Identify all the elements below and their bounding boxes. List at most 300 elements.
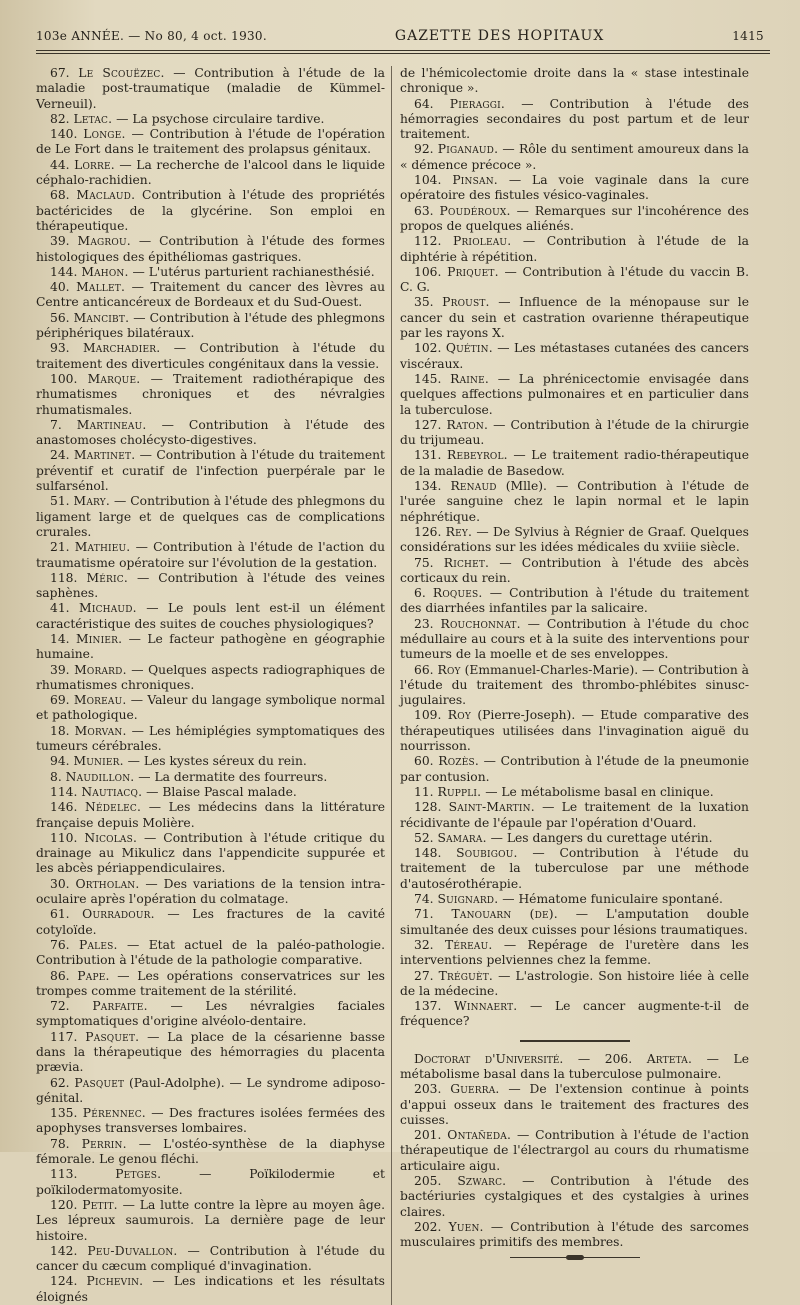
entry-author: Mary. xyxy=(73,494,110,509)
entry-number: 76. xyxy=(50,937,70,952)
entry-author: Michaud. xyxy=(79,601,137,616)
entry-number: 8. xyxy=(50,769,62,784)
entry-title: — Le traitement de la luxation récidivante de l'épaule par l'opération d'Ouard. xyxy=(400,800,749,830)
entry-number: 148. xyxy=(414,846,442,861)
entry-number: 100. xyxy=(50,371,78,386)
thesis-entry xyxy=(400,708,749,754)
entry-author: Priquet. xyxy=(447,264,499,279)
entry-author: Parfaite. xyxy=(92,999,148,1014)
entry-title: — Contribution à l'étude du cancer du cæcum compliqué d'invagination. xyxy=(36,1243,385,1274)
entry-number: 21. xyxy=(50,540,70,555)
entry-number: 202. xyxy=(414,1219,442,1234)
entry-number: 140. xyxy=(50,127,78,142)
thesis-entry xyxy=(36,1137,385,1168)
entry-author: Yuen. xyxy=(448,1219,484,1234)
entry-author: Pasquet. xyxy=(85,1029,140,1044)
entry-title: — Contribution à l'étude du vaccin B. C. G. xyxy=(400,264,749,295)
entry-title: — Les névralgies faciales symptomatiques d'origine alvéolo-dentaire. xyxy=(36,999,385,1029)
entry-title: — Le métabolisme basal en clinique. xyxy=(481,784,714,799)
entry-author: Quétin. xyxy=(445,341,493,356)
entry-number: 18. xyxy=(50,723,70,738)
entry-number: 145. xyxy=(414,371,442,386)
entry-author: Nautiacq. xyxy=(81,784,143,799)
entry-author: Ortholan. xyxy=(75,876,140,891)
thesis-entry xyxy=(400,969,749,1000)
entry-author: Naudillon. xyxy=(65,769,135,784)
entry-number: 40. xyxy=(50,280,70,295)
entry-author: Martineau. xyxy=(76,417,147,432)
thesis-entry xyxy=(400,341,749,372)
entry-number: 86. xyxy=(50,968,70,983)
entry-title: — Contribution à l'étude de l'opération de Le Fort dans le traitement des prolapsus génitaux. xyxy=(36,127,385,157)
entry-number: 126. xyxy=(414,524,442,539)
entry-number: 24. xyxy=(50,448,70,463)
entry-author: Marque. xyxy=(87,371,141,386)
entry-author: Pales. xyxy=(78,937,118,952)
entry-author: Tanouarn (de). xyxy=(451,907,558,922)
entry-number: 52. xyxy=(414,830,434,845)
entry-author: Raine. xyxy=(450,371,489,386)
thesis-entry xyxy=(36,540,385,571)
entry-author: Marchadier. xyxy=(83,341,161,356)
entry-author: Petit. xyxy=(82,1197,118,1212)
entry-number: 60. xyxy=(414,754,434,769)
entry-author: Roy xyxy=(437,662,461,677)
thesis-entry xyxy=(400,1128,749,1174)
thesis-entry xyxy=(36,785,385,800)
thesis-entry xyxy=(400,295,749,341)
entry-title: — Rôle du sentiment amoureux dans la « démence précoce ». xyxy=(400,142,749,172)
entry-title: — Contribution à l'étude de la pneumonie par contusion. xyxy=(400,754,749,784)
entry-author: Pichevin. xyxy=(86,1274,144,1289)
entry-title: — Hématome funiculaire spontané. xyxy=(498,892,723,907)
thesis-entry xyxy=(400,907,749,938)
thesis-entry xyxy=(400,234,749,265)
entry-author: Peu-Duvallon. xyxy=(87,1243,178,1258)
entry-title: — Contribution à l'étude de la diphtérie à répétition. xyxy=(400,234,749,264)
entry-author: Mahon. xyxy=(81,264,129,279)
thesis-entry xyxy=(36,999,385,1030)
entry-author: Perrin. xyxy=(81,1136,127,1151)
entry-number: 64. xyxy=(414,96,434,111)
entry-title: — De Sylvius à Régnier de Graaf. Quelques considérations sur les idées médicales du xviiie siècle. xyxy=(400,524,749,555)
entry-title: — Le métabolisme basal dans la tuberculose pulmonaire. xyxy=(400,1051,749,1081)
thesis-entry xyxy=(36,127,385,158)
entry-title: — Les opérations conservatrices sur les trompes comme traitement de la stérilité. xyxy=(36,968,385,998)
entry-title: Contribution à l'étude des propriétés bactéricides de la glycérine. Son emploi en thérapeutique. xyxy=(36,188,385,233)
doctorat-heading: Doctorat d'Université. xyxy=(414,1051,564,1066)
thesis-entry xyxy=(36,158,385,189)
entry-number: 56. xyxy=(50,310,70,325)
entry-author: Rozès. xyxy=(438,754,479,769)
thesis-entry xyxy=(36,831,385,877)
entry-number: 131. xyxy=(414,448,442,463)
thesis-entry xyxy=(400,142,749,173)
entry-author: Arteta. xyxy=(646,1051,693,1066)
entry-author: Longe. xyxy=(83,127,126,142)
entry-title: (Paul-Adolphe). — Le syndrome adiposo-génital. xyxy=(36,1075,385,1105)
entry-author: Proust. xyxy=(442,295,490,310)
entry-title: — Le facteur pathogène en géographie humaine. xyxy=(36,631,385,662)
thesis-entry xyxy=(400,892,749,907)
continuation-text: de l'hémicolectomie droite dans la « stase intestinale chronique ». xyxy=(400,66,749,96)
thesis-entry xyxy=(400,97,749,143)
entry-author: Poudéroux. xyxy=(439,203,511,218)
entry-number: 124. xyxy=(50,1274,78,1289)
entry-number: 112. xyxy=(414,234,442,249)
entry-title: — L'amputation double simultanée des deux cuisses pour lésions traumatiques. xyxy=(400,907,749,937)
entry-number: 137. xyxy=(414,999,442,1014)
entry-number: 41. xyxy=(50,601,70,616)
thesis-entry xyxy=(400,418,749,449)
entry-number: 66. xyxy=(414,662,434,677)
entry-number: 92. xyxy=(414,142,434,157)
thesis-entry xyxy=(400,265,749,296)
entry-number: 127. xyxy=(414,417,442,432)
thesis-entry xyxy=(36,280,385,311)
entry-title: — Contribution à l'étude des phlegmons du ligament large et de quelques cas de complications crurales. xyxy=(36,494,385,539)
entry-author: Suignard. xyxy=(437,892,499,907)
entry-title: — Valeur du langage symbolique normal et pathologique. xyxy=(36,693,385,723)
thesis-entry xyxy=(400,785,749,800)
entry-author: Maclaud. xyxy=(76,188,136,203)
entry-author: Piganaud. xyxy=(437,142,499,157)
entry-author: Roy xyxy=(447,708,471,723)
thesis-entry xyxy=(400,663,749,709)
thesis-entry xyxy=(36,188,385,234)
entry-title: — La psychose circulaire tardive. xyxy=(112,111,325,126)
right-column-entries xyxy=(400,97,749,1030)
entry-title: — Les fractures de la cavité cotyloïde. xyxy=(36,907,385,937)
entry-author: Ruppli. xyxy=(437,784,482,799)
thesis-entry xyxy=(400,938,749,969)
entry-title: — Les médecins dans la littérature française depuis Molière. xyxy=(36,800,385,830)
thesis-entry xyxy=(400,556,749,587)
entry-number: 146. xyxy=(50,800,78,815)
entry-number: 110. xyxy=(50,830,78,845)
entry-number: 117. xyxy=(50,1029,78,1044)
thesis-entry xyxy=(36,1076,385,1107)
entry-number: — 206. xyxy=(577,1051,647,1066)
entry-author: Rouchonnat. xyxy=(440,616,521,631)
entry-author: Raton. xyxy=(446,417,489,432)
entry-author: Pieraggi. xyxy=(449,96,506,111)
thesis-entry xyxy=(36,372,385,418)
entry-number: 114. xyxy=(50,784,78,799)
entry-author: Munier. xyxy=(73,754,124,769)
thesis-entry xyxy=(400,800,749,831)
entry-title: — Des variations de la tension intra-oculaire après l'opération du colmatage. xyxy=(36,876,385,907)
entry-title: — Les dangers du curettage utérin. xyxy=(486,830,713,845)
entry-title: — Contribution à l'étude du traitement préventif et curatif de l'infection puerpérale par le sulfarsénol. xyxy=(36,448,385,494)
thesis-entry xyxy=(36,66,385,112)
entry-title: — Traitement radiothérapique des rhumatismes chroniques et des névralgies rhumatismales. xyxy=(36,371,385,417)
entry-number: 67. xyxy=(50,66,70,80)
entry-title: (Emmanuel-Charles-Marie). — Contribution à l'étude du traitement des thrombo-phlébites sinusc-jugulaires. xyxy=(400,662,749,708)
thesis-entry xyxy=(400,586,749,617)
entry-number: 35. xyxy=(414,295,434,310)
entry-number: 32. xyxy=(414,937,434,952)
entry-number: 82. xyxy=(50,111,70,126)
thesis-entry xyxy=(400,617,749,663)
thesis-entry xyxy=(400,448,749,479)
entry-author: Mallet. xyxy=(76,280,126,295)
thesis-entry xyxy=(36,234,385,265)
left-column xyxy=(36,66,391,1305)
thesis-entry xyxy=(36,1274,385,1305)
thesis-entry xyxy=(36,1030,385,1076)
thesis-entry xyxy=(36,693,385,724)
entry-title: — Contribution à l'étude critique du drainage au Mikulicz dans l'appendicite suppurée et les abcès périappendiculaires. xyxy=(36,830,385,876)
thesis-entry xyxy=(36,571,385,602)
entry-number: 14. xyxy=(50,631,70,646)
entry-number: 7. xyxy=(50,417,62,432)
entry-number: 78. xyxy=(50,1136,70,1151)
thesis-entry xyxy=(36,494,385,540)
entry-title: — Les indications et les résultats éloignés xyxy=(36,1274,385,1304)
entry-author: Roques. xyxy=(432,586,483,601)
thesis-entry xyxy=(400,754,749,785)
entry-number: 134. xyxy=(414,479,442,494)
right-column xyxy=(391,66,749,1305)
entry-author: Mathieu. xyxy=(74,540,131,555)
thesis-entry xyxy=(36,601,385,632)
entry-title: — La voie vaginale dans la cure opératoire des fistules vésico-vaginales. xyxy=(400,173,749,203)
entry-number: 102. xyxy=(414,341,442,356)
journal-title: GAZETTE DES HOPITAUX xyxy=(394,28,605,44)
entry-title: — Contribution à l'étude de la maladie post-traumatique (maladie de Kümmel-Verneuil). xyxy=(36,66,385,111)
end-ornament xyxy=(510,1257,640,1258)
doctorat-entries xyxy=(400,1082,749,1250)
entry-title: (Pierre-Joseph). — Etude comparative des thérapeutiques utilisées dans l'invagination aiguë du nourrisson. xyxy=(400,708,749,754)
thesis-entry xyxy=(36,341,385,372)
entry-number: 11. xyxy=(414,784,434,799)
entry-title: — L'utérus parturient rachianesthésié. xyxy=(128,264,375,279)
entry-number: 62. xyxy=(50,1075,70,1090)
entry-author: Pasquet xyxy=(74,1075,125,1090)
entry-author: Morvan. xyxy=(74,723,127,738)
entry-author: Magrou. xyxy=(77,234,131,249)
thesis-entry xyxy=(400,479,749,525)
entry-author: Ontañeda. xyxy=(447,1128,512,1143)
thesis-entry xyxy=(36,800,385,831)
entry-author: Téreau. xyxy=(444,937,493,952)
entry-title: — Contribution à l'étude des sarcomes musculaires primitifs des membres. xyxy=(400,1219,749,1250)
entry-title: — Les kystes séreux du rein. xyxy=(123,754,307,769)
entry-author: Richet. xyxy=(443,555,490,570)
entry-number: 27. xyxy=(414,968,434,983)
entry-title: — La dermatite des fourreurs. xyxy=(134,769,328,784)
entry-number: 94. xyxy=(50,754,70,769)
entry-number: 135. xyxy=(50,1106,78,1121)
thesis-entry xyxy=(36,770,385,785)
entry-title: — L'astrologie. Son histoire liée à celle de la médecine. xyxy=(400,968,749,998)
entry-number: 75. xyxy=(414,555,434,570)
thesis-entry xyxy=(36,112,385,127)
header-rule-thin xyxy=(36,53,770,54)
entry-title: — De l'extension continue à points d'appui osseux dans le traitement des fractures des cuisses. xyxy=(400,1082,749,1127)
entry-title: — Contribution à l'étude du traitement des diverticules congénitaux dans la vessie. xyxy=(36,341,385,371)
entry-number: 113. xyxy=(50,1167,78,1182)
entry-title: — Blaise Pascal malade. xyxy=(142,784,297,799)
entry-author: Nédelec. xyxy=(85,800,142,815)
entry-author: Martinet. xyxy=(73,448,136,463)
entry-author: Mancibt. xyxy=(73,310,130,325)
thesis-entry xyxy=(36,877,385,908)
entry-title: — Des fractures isolées fermées des apophyses transverses lombaires. xyxy=(36,1106,385,1136)
entry-author: Ourradour. xyxy=(82,907,155,922)
entry-author: Pérennec. xyxy=(82,1106,146,1121)
entry-author: Pape. xyxy=(77,968,110,983)
entry-number: 104. xyxy=(414,173,442,188)
entry-title: — Contribution à l'étude des anastomoses cholécysto-digestives. xyxy=(36,417,385,448)
entry-author: Rey. xyxy=(445,524,473,539)
entry-number: 39. xyxy=(50,234,70,249)
thesis-entry xyxy=(36,907,385,938)
entry-number: 68. xyxy=(50,188,70,203)
entry-title: — Remarques sur l'incohérence des propos de quelques aliénés. xyxy=(400,203,749,233)
entry-author: Minier. xyxy=(76,631,123,646)
thesis-entry xyxy=(36,265,385,280)
entry-title: — Contribution à l'étude des phlegmons périphériques bilatéraux. xyxy=(36,310,385,341)
entry-title: — Contribution à l'étude des bactériuries cystalgiques et des cystalgies à urines claires. xyxy=(400,1174,749,1219)
entry-title: — Contribution à l'étude de l'action thérapeutique de l'électrargol au cours du rhumatisme articulaire aigu. xyxy=(400,1128,749,1173)
thesis-entry xyxy=(36,724,385,755)
entry-author: Soubigou. xyxy=(456,846,518,861)
entry-author: Petges. xyxy=(115,1167,162,1182)
thesis-entry xyxy=(400,1174,749,1220)
entry-title: — Poïkilodermie et poïkilodermatomyosite. xyxy=(36,1167,385,1197)
entry-title: — Le pouls lent est-il un élément caractéristique des suites de couches physiologiques? xyxy=(36,601,385,631)
thesis-entry xyxy=(36,448,385,494)
entry-author: Renaud xyxy=(450,479,497,494)
entry-title: — L'ostéo-synthèse de la diaphyse fémorale. Le genou fléchi. xyxy=(36,1136,385,1167)
entry-title: — Contribution à l'étude de l'action du traumatisme opératoire sur l'évolution de la gestation. xyxy=(36,540,386,570)
thesis-entry xyxy=(400,999,749,1030)
entry-number: 63. xyxy=(414,203,434,218)
entry-title: — Etat actuel de la paléo-pathologie. Contribution à l'étude de la pathologie comparative. xyxy=(36,937,385,968)
thesis-entry xyxy=(36,1167,385,1198)
entry-title: — La place de la césarienne basse dans la thérapeutique des hémorragies du placenta prævia. xyxy=(36,1029,385,1075)
entry-number: 203. xyxy=(414,1082,442,1097)
entry-title: (Mlle). — Contribution à l'étude de l'urée sanguine chez le lapin normal et le lapin néphrétique. xyxy=(400,479,749,524)
thesis-entry xyxy=(400,525,749,556)
entry-number: 6. xyxy=(414,586,426,601)
thesis-entry xyxy=(36,1106,385,1137)
entry-title: — Les hémiplégies symptomatiques des tumeurs cérébrales. xyxy=(36,723,385,754)
entry-title: — Contribution à l'étude des abcès corticaux du rein. xyxy=(400,555,749,585)
thesis-entry xyxy=(36,311,385,342)
entry-author: Nicolas. xyxy=(84,830,138,845)
entry-title: — La phrénicectomie envisagée dans quelques affections pulmonaires et en particulier dans la tuberculose. xyxy=(400,371,749,417)
entry-number: 51. xyxy=(50,494,70,509)
entry-number: 201. xyxy=(414,1128,442,1143)
thesis-entry xyxy=(36,663,385,694)
entry-author: Letac. xyxy=(73,111,113,126)
entry-number: 71. xyxy=(414,907,434,922)
entry-author: Rebeyrol. xyxy=(447,448,508,463)
thesis-entry xyxy=(400,372,749,418)
entry-title: — Contribution à l'étude de la chirurgie du trijumeau. xyxy=(400,417,749,448)
entry-author: Winnaert. xyxy=(454,999,518,1014)
entry-number: 44. xyxy=(50,157,70,172)
thesis-entry xyxy=(400,204,749,235)
entry-title: — Quelques aspects radiographiques de rhumatismes chroniques. xyxy=(36,662,385,692)
doctorat-entry-first xyxy=(400,1052,749,1083)
entry-number: 61. xyxy=(50,907,70,922)
entry-author: Méric. xyxy=(86,570,128,585)
entry-number: 39. xyxy=(50,662,70,677)
entry-number: 69. xyxy=(50,693,70,708)
entry-number: 93. xyxy=(50,341,70,356)
entry-title: — Contribution à l'étude des veines saphènes. xyxy=(36,570,385,601)
entry-number: 144. xyxy=(50,264,78,279)
entry-number: 142. xyxy=(50,1243,78,1258)
entry-title: — Les métastases cutanées des cancers viscéraux. xyxy=(400,341,749,371)
entry-author: Pinsan. xyxy=(452,173,498,188)
entry-author: Morard. xyxy=(74,662,127,677)
entry-author: Lorre. xyxy=(74,157,115,172)
columns xyxy=(36,66,770,1305)
entry-title: — Traitement du cancer des lèvres au Centre anticancéreux de Bordeaux et du Sud-Ouest. xyxy=(36,280,385,310)
entry-number: 74. xyxy=(414,892,434,907)
section-separator xyxy=(520,1040,630,1042)
thesis-entry xyxy=(400,846,749,892)
thesis-entry xyxy=(400,831,749,846)
entry-title: — Influence de la ménopause sur le cancer du sein et castration ovarienne thérapeutique par les rayons X. xyxy=(400,295,749,341)
entry-author: Saint-Martin. xyxy=(448,800,535,815)
entry-number: 106. xyxy=(414,264,442,279)
entry-author: Samara. xyxy=(437,830,487,845)
thesis-entry xyxy=(400,173,749,204)
entry-title: — La lutte contre la lèpre au moyen âge. Les lépreux saumurois. La dernière page de leur histoire. xyxy=(36,1197,385,1243)
entry-title: — Contribution à l'étude du choc médullaire au cours et à la suite des interventions pour tumeurs de la moelle et de ses enveloppes. xyxy=(400,616,749,662)
thesis-entry xyxy=(36,754,385,769)
thesis-entry xyxy=(36,1244,385,1275)
entry-number: 23. xyxy=(414,616,434,631)
entry-number: 118. xyxy=(50,570,78,585)
entry-number: 109. xyxy=(414,708,442,723)
entry-number: 30. xyxy=(50,876,70,891)
entry-title: — Contribution à l'étude des formes histologiques des épithéliomas gastriques. xyxy=(36,234,385,264)
thesis-entry xyxy=(36,969,385,1000)
entry-title: — Contribution à l'étude des hémorragies secondaires du post partum et de leur traitement. xyxy=(400,96,749,142)
thesis-entry xyxy=(400,1220,749,1251)
thesis-entry xyxy=(400,1082,749,1128)
entry-author: Guerra. xyxy=(450,1082,500,1097)
entry-author: Prioleau. xyxy=(452,234,512,249)
entry-author: Moreau. xyxy=(73,693,127,708)
entry-number: 120. xyxy=(50,1197,78,1212)
header-rule xyxy=(36,50,770,51)
page-number: 1415 xyxy=(732,29,764,43)
entry-title: — La recherche de l'alcool dans le liquide céphalo-rachidien. xyxy=(36,157,385,188)
entry-title: — Repérage de l'uretère dans les interventions pelviennes chez la femme. xyxy=(400,937,749,968)
thesis-entry xyxy=(36,938,385,969)
entry-title: — Le traitement radio-thérapeutique de la maladie de Basedow. xyxy=(400,448,749,478)
running-header xyxy=(36,28,770,44)
entry-title: — Contribution à l'étude du traitement des diarrhées infantiles par la salicaire. xyxy=(400,586,749,616)
issue-info: 103e ANNÉE. — No 80, 4 oct. 1930. xyxy=(36,29,267,43)
entry-number: 205. xyxy=(414,1174,442,1189)
thesis-entry xyxy=(36,418,385,449)
entry-author: Tréguèt. xyxy=(438,968,494,983)
entry-author: Szwarc. xyxy=(457,1174,507,1189)
thesis-entry xyxy=(36,1198,385,1244)
entry-title: — Le cancer augmente-t-il de fréquence? xyxy=(400,999,749,1029)
entry-author: Le Scouëzec. xyxy=(78,66,165,80)
entry-number: 128. xyxy=(414,800,442,815)
